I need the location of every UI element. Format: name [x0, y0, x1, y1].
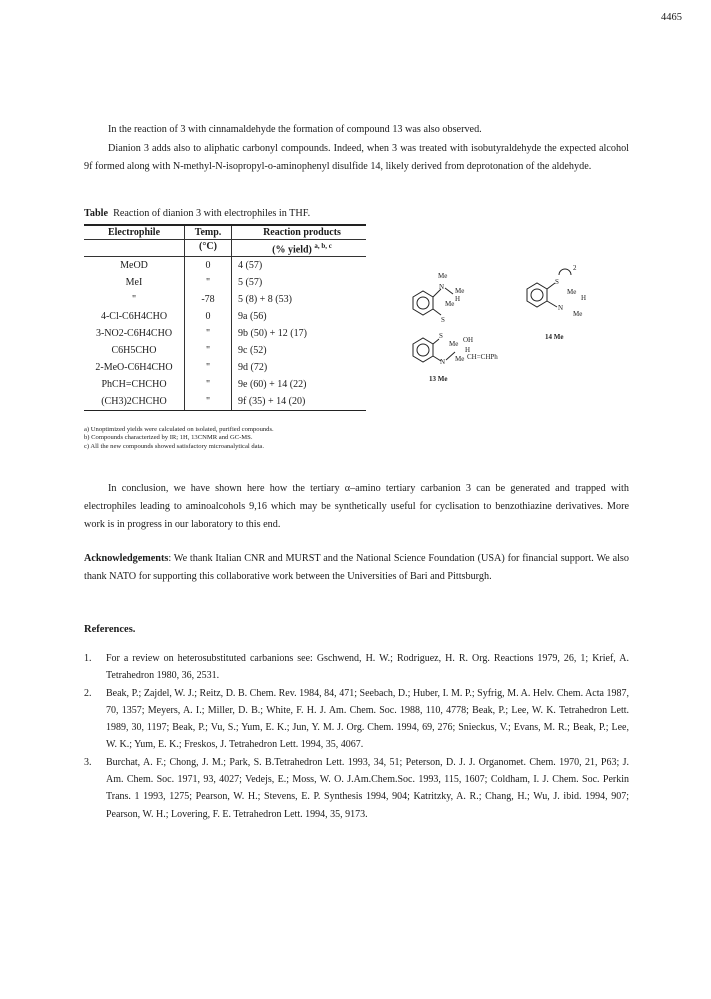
cell-product: 4 (57) [238, 260, 263, 272]
table-row [84, 274, 366, 291]
reference-number: 2. [84, 687, 92, 699]
cell-product: 9f (35) + 14 (20) [232, 393, 367, 411]
label-me-oh-13: Me [449, 340, 459, 348]
table-row [84, 325, 366, 342]
label-h-14: H [581, 294, 587, 302]
cell-electrophile: PhCH=CHCHO [84, 376, 185, 393]
header-electrophile-sub [84, 240, 185, 257]
label-n-12: N [439, 283, 445, 291]
table-row [84, 359, 366, 376]
cell-electrophile: 4-Cl-C6H4CHO [84, 308, 185, 325]
paragraph-text: In the reaction of 3 with cinnamaldehyde the formation of compound 13 was also observed. [108, 124, 482, 135]
reference-item [84, 685, 629, 754]
header-electrophile: Electrophile [84, 225, 185, 240]
label-oh-13: OH [463, 336, 474, 344]
reference-item [84, 754, 629, 823]
benzene-ring-14 [527, 283, 547, 307]
label-me2-12: Me [445, 300, 455, 308]
label-sub2-14: 2 [573, 264, 577, 272]
reference-item [84, 650, 629, 685]
aromatic-circle-14 [531, 289, 543, 301]
cell-electrophile: (CH3)2CHCHO [84, 393, 185, 411]
cell-electrophile: 3-NO2-C6H4CHO [84, 325, 185, 342]
header-temp: Temp. [185, 225, 232, 240]
table-footnotes [84, 426, 274, 451]
footnote: b) Compounds characterized by IR; 1H, 13CNMR and GC-MS. [84, 434, 253, 442]
cell-product: 9b (50) + 12 (17) [238, 328, 307, 340]
table-row [84, 291, 366, 308]
header-temp-unit: (°C) [185, 240, 232, 257]
label-s-12: S [441, 316, 445, 324]
label-n-14: N [558, 304, 564, 312]
ack-heading: Acknowledgements [84, 553, 169, 564]
cell-electrophile: " [84, 291, 185, 308]
reference-text: Beak, P.; Zajdel, W. J.; Reitz, D. B. Chem. Rev. 1984, 84, 471; Seebach, D.; Huber, I. M. P.; Syfrig, M. A. Helv. Chem. Acta 1987, 70, 1357; Meyers, A. I.; Miller, D. B.; White, F. H. J. Am. Chem. Soc. 1988, 110, 4778; Beak, P.; Lee, W. K. Tetrahedron Lett. 1989, 30, 1197; Beak, P.; Vu, S.; Yum, E. K.; Jun, Y. M. J. Org. Chem. 1994, 69, 276; Snieckus, V.; Evans, M. R.; Beak, P.; Lee, W. K.; Yum, E. K.; Freskos, J. Tetrahedron Lett. 1994, 35, 4067. [106, 687, 629, 751]
label-me1-12: Me [455, 287, 465, 295]
label-compound-14: 14 Me [545, 333, 564, 341]
page-number: 4465 [661, 12, 682, 23]
table-row [84, 376, 366, 393]
bond-c-13 [446, 352, 455, 360]
benzene-ring-13 [413, 338, 433, 362]
cell-electrophile: C6H5CHO [84, 342, 185, 359]
disulfide-bracket [559, 269, 571, 275]
label-n-13: N [440, 358, 446, 366]
cell-temp: 0 [185, 257, 232, 275]
reference-number: 1. [84, 653, 92, 664]
ack-text: : We thank Italian CNR and MURST and the National Science Foundation (USA) for financial support. We also thank NATO for supporting this collaborative work between the Universities of Bari and Pittsburgh. [84, 553, 629, 582]
cell-product: 9c (52) [238, 345, 267, 357]
paragraph-text: Dianion 3 adds also to aliphatic carbonyl compounds. Indeed, when 3 was treated with isobutyraldehyde the expected alcohol 9f formed along with N-methyl-N-isopropyl-o-aminophenyl disulfide 14, likely derived from deprotonation of the aldehyde. [84, 143, 629, 172]
table-row [84, 308, 366, 325]
benzene-ring-12 [413, 291, 433, 315]
cell-electrophile: 2-MeO-C6H4CHO [84, 359, 185, 376]
footnote: c) All the new compounds showed satisfactory microanalytical data. [84, 442, 264, 450]
results-table [84, 224, 366, 411]
label-me2-14: Me [573, 310, 583, 318]
references-list [84, 650, 629, 823]
references-heading: References. [84, 624, 136, 635]
reference-number: 3. [84, 756, 92, 768]
label-compound-13: 13 Me [429, 375, 448, 383]
reference-text: For a review on heterosubstituted carbanions see: Gschwend, H. W.; Rodriguez, H. R. Org. Reactions 1979, 26, 1; Krief, A. Tetrahedron 1980, 36, 2531. [106, 653, 629, 682]
label-chain-13: CH=CHPh [467, 353, 498, 361]
label-s-14: S [555, 278, 559, 286]
cell-product: 5 (57) [238, 277, 263, 289]
cell-product: 9d (72) [238, 362, 268, 374]
table-row [84, 393, 366, 411]
table-body [84, 257, 366, 411]
structure-14 [527, 269, 571, 307]
acknowledgements [84, 550, 629, 586]
cell-temp: " [185, 376, 232, 393]
cell-temp: 0 [185, 308, 232, 325]
label-me-n-12: Me [438, 272, 448, 280]
table-caption [84, 208, 310, 219]
bond-s-12 [433, 309, 441, 315]
paragraph-text: In conclusion, we have shown here how the tertiary α–amino tertiary carbanion 3 can be generated and trapped with electrophiles leading to aminoalcohols 9,16 which may be synthetically useful for cyclisation to benzothiazine derivatives. More work is in progress in our laboratory to this end. [84, 483, 629, 530]
cell-temp: " [185, 359, 232, 376]
label-h-12: H [455, 295, 461, 303]
cell-temp: " [185, 342, 232, 359]
label-h-13: H [465, 346, 471, 354]
cell-temp: " [185, 393, 232, 411]
cell-temp: -78 [185, 291, 232, 308]
label-me-13: Me [455, 355, 465, 363]
header-products-notes: a, b, c [314, 242, 332, 250]
cell-temp: " [185, 274, 232, 291]
paragraph-conclusion [84, 480, 629, 534]
paragraph-dianion [84, 140, 629, 176]
aromatic-circle-12 [417, 297, 429, 309]
cell-product: 9a (56) [238, 311, 267, 323]
cell-electrophile: MeI [84, 274, 185, 291]
cell-temp: " [185, 325, 232, 342]
chemical-structures [393, 264, 625, 384]
paragraph-cinnamaldehyde [84, 121, 629, 139]
cell-product: 9e (60) + 14 (22) [238, 379, 307, 391]
table-caption-text: Reaction of dianion 3 with electrophiles in THF. [113, 208, 311, 219]
reference-text: Burchat, A. F.; Chong, J. M.; Park, S. B.Tetrahedron Lett. 1993, 34, 51; Peterson, D. J. J. Organomet. Chem. 1970, 21, P63; J. Am. Chem. Soc. 1971, 93, 4027; Vedejs, E.; Moss, W. O. J.Am.Chem.Soc. 1993, 115, 1607; Coldham, I. J. Chem. Soc. Perkin Trans. 1 1993, 1275; Pearson, W. H.; Stevens, E. P. Synthesis 1994, 904; Katritzky, A. R.; Chang, H.; Wu, J. ibid. 1994, 907; Pearson, W. H.; Lovering, F. E. Tetrahedron Lett. 1994, 35, 9173. [106, 756, 629, 820]
label-s-13: S [439, 332, 443, 340]
bond-c-12 [445, 288, 453, 294]
cell-product: 5 (8) + 8 (53) [238, 294, 292, 306]
header-products-yield: (% yield) [272, 244, 312, 256]
bond-n-14 [547, 301, 557, 307]
header-products: Reaction products [232, 225, 367, 240]
label-me-14: Me [567, 288, 577, 296]
table-caption-label: Table [84, 208, 108, 219]
table-row [84, 342, 366, 359]
footnote: a) Unoptimized yields were calculated on isolated, purified compounds. [84, 426, 274, 433]
table-row [84, 257, 366, 275]
cell-electrophile: MeOD [84, 257, 185, 275]
bond-s-14 [547, 283, 555, 289]
aromatic-circle-13 [417, 344, 429, 356]
header-products-sub [232, 240, 367, 257]
